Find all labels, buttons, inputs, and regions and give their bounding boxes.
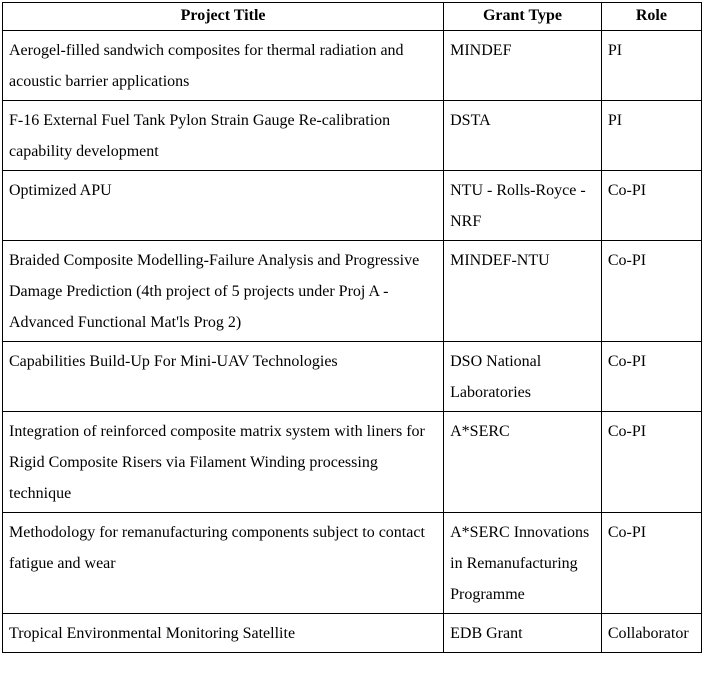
cell-grant-type: MINDEF-NTU xyxy=(444,241,602,342)
header-role: Role xyxy=(601,3,701,31)
cell-role: PI xyxy=(601,31,701,101)
cell-grant-type: DSO National Laboratories xyxy=(444,342,602,412)
project-grants-table xyxy=(2,2,702,653)
cell-project-title: Methodology for remanufacturing components subject to contact fatigue and wear xyxy=(3,513,444,614)
table-row xyxy=(3,101,702,171)
table-row xyxy=(3,241,702,342)
cell-project-title: Aerogel-filled sandwich composites for thermal radiation and acoustic barrier applications xyxy=(3,31,444,101)
cell-grant-type: NTU - Rolls-Royce - NRF xyxy=(444,171,602,241)
table-row xyxy=(3,412,702,513)
cell-role: PI xyxy=(601,101,701,171)
table-header xyxy=(3,3,702,31)
cell-role: Collaborator xyxy=(601,614,701,653)
cell-project-title: Capabilities Build-Up For Mini-UAV Technologies xyxy=(3,342,444,412)
table-row xyxy=(3,513,702,614)
cell-project-title: Tropical Environmental Monitoring Satellite xyxy=(3,614,444,653)
cell-role: Co-PI xyxy=(601,241,701,342)
table-row xyxy=(3,614,702,653)
cell-project-title: Braided Composite Modelling-Failure Analysis and Progressive Damage Prediction (4th project of 5 projects under Proj A - Advanced Functional Mat'ls Prog 2) xyxy=(3,241,444,342)
cell-grant-type: DSTA xyxy=(444,101,602,171)
cell-project-title: F-16 External Fuel Tank Pylon Strain Gauge Re-calibration capability development xyxy=(3,101,444,171)
header-row xyxy=(3,3,702,31)
header-grant-type: Grant Type xyxy=(444,3,602,31)
cell-role: Co-PI xyxy=(601,342,701,412)
header-project-title: Project Title xyxy=(3,3,444,31)
cell-role: Co-PI xyxy=(601,412,701,513)
cell-grant-type: A*SERC xyxy=(444,412,602,513)
cell-grant-type: MINDEF xyxy=(444,31,602,101)
cell-grant-type: A*SERC Innovations in Remanufacturing Programme xyxy=(444,513,602,614)
cell-project-title: Optimized APU xyxy=(3,171,444,241)
cell-role: Co-PI xyxy=(601,513,701,614)
cell-grant-type: EDB Grant xyxy=(444,614,602,653)
table-body xyxy=(3,31,702,653)
table-row xyxy=(3,171,702,241)
table-row xyxy=(3,342,702,412)
cell-project-title: Integration of reinforced composite matrix system with liners for Rigid Composite Risers via Filament Winding processing technique xyxy=(3,412,444,513)
cell-role: Co-PI xyxy=(601,171,701,241)
table-row xyxy=(3,31,702,101)
